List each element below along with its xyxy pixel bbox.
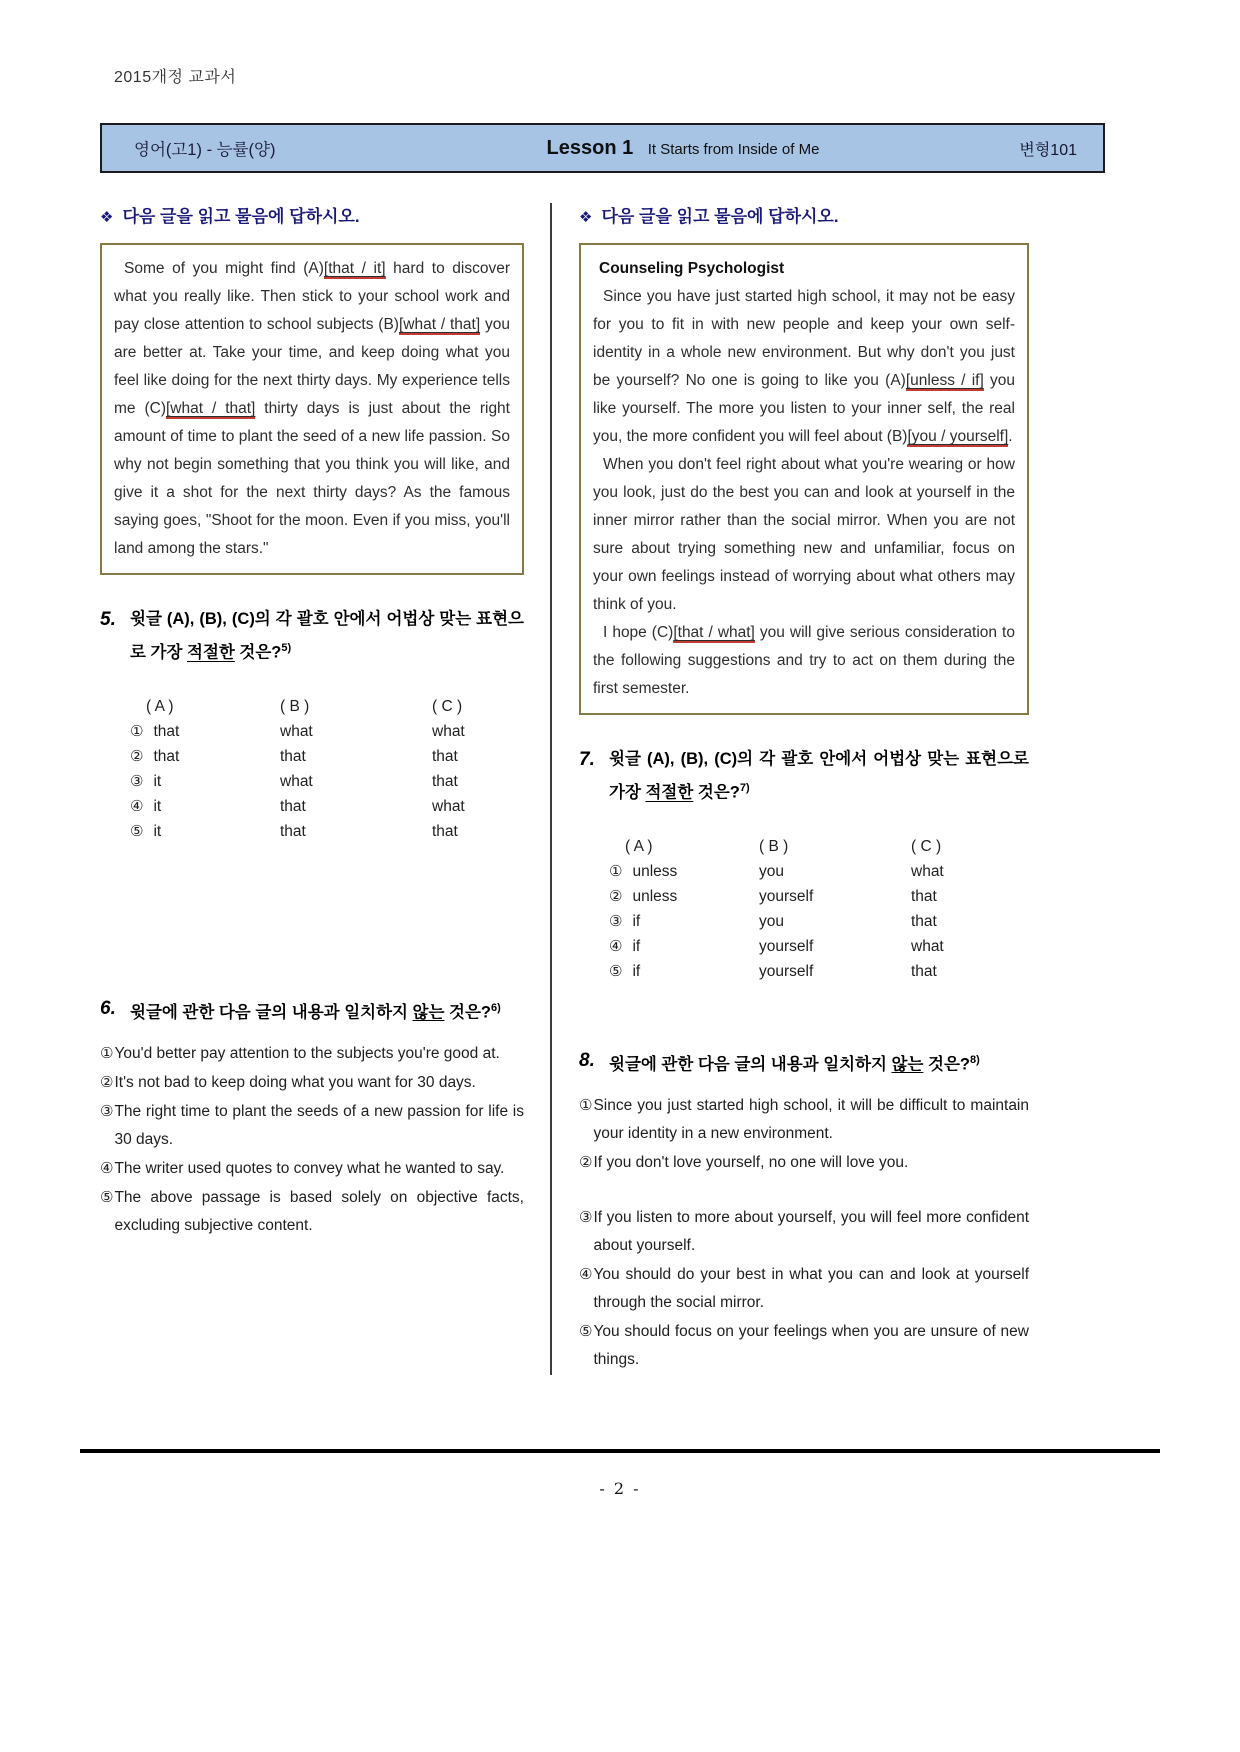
option-number: ⑤ xyxy=(130,822,144,840)
option-number: ③ xyxy=(579,1209,593,1226)
option-text: It's not bad to keep doing what you want for 30 days. xyxy=(114,1074,476,1091)
table-cell: that xyxy=(911,962,937,980)
table-cell: that xyxy=(432,822,458,840)
table-cell: ④ if xyxy=(609,937,641,955)
diamond-icon: ❖ xyxy=(100,209,114,226)
table-cell: ③ if xyxy=(609,912,641,930)
table-row xyxy=(609,859,1029,884)
option-number: ⑤ xyxy=(100,1189,114,1206)
question-6-number: 6. xyxy=(100,997,116,1019)
question-5-stem xyxy=(130,605,524,668)
question-7-number: 7. xyxy=(579,749,595,770)
table-cell: what xyxy=(911,862,944,880)
grammar-choice: [that / it] xyxy=(323,260,386,277)
instruction-left xyxy=(100,203,524,232)
answer-option xyxy=(100,1098,524,1154)
option-number: ② xyxy=(579,1154,593,1171)
text-segment: 것은? xyxy=(234,643,282,662)
table-cell: ⑤ it xyxy=(130,822,162,840)
answer-option xyxy=(579,1092,1029,1148)
diamond-icon: ❖ xyxy=(579,209,593,226)
table-cell: that xyxy=(432,747,458,765)
option-text: If you don't love yourself, no one will love you. xyxy=(593,1154,909,1171)
right-column xyxy=(552,203,1029,1375)
subject-label: 영어(고1) - 능률(양) xyxy=(134,141,276,159)
lesson-heading xyxy=(429,137,937,160)
table-cell: that xyxy=(911,887,937,905)
question-6-stem xyxy=(130,994,524,1028)
option-text: The writer used quotes to convey what he wanted to say. xyxy=(114,1160,505,1177)
footnote-marker: 6) xyxy=(490,1001,501,1014)
content-columns xyxy=(100,203,1105,1375)
table-row xyxy=(609,934,1029,959)
text-segment: Since you have just started high school, it may not be easy for you to fit in with new people and keep your own self-identity in a whole new environment. But why don't you just be yourself? No one is going to like you (A) xyxy=(593,288,1015,389)
table-cell: that xyxy=(280,797,306,815)
footer-divider xyxy=(80,1449,1160,1453)
option-text: If you listen to more about yourself, you will feel more confident about yourself. xyxy=(593,1209,1029,1254)
table-cell: that xyxy=(280,747,306,765)
passage-box-left xyxy=(100,243,524,575)
table-cell: that xyxy=(432,772,458,790)
underlined-word: 않는 xyxy=(412,1003,445,1021)
question-7-stem xyxy=(609,745,1029,808)
option-number: ⑤ xyxy=(609,962,623,980)
option-number: ② xyxy=(609,887,623,905)
grammar-choice: [what / that] xyxy=(165,400,256,417)
table-cell: ① that xyxy=(130,722,180,740)
table-cell: yourself xyxy=(759,962,814,980)
table-row xyxy=(130,744,524,769)
edition-label: 2015개정 교과서 xyxy=(114,69,237,86)
question-5-answer-table xyxy=(130,694,524,844)
answer-option xyxy=(579,1261,1029,1317)
table-header-cell: ( C ) xyxy=(432,697,463,715)
table-cell: ⑤ if xyxy=(609,962,641,980)
grammar-choice: [you / yourself] xyxy=(907,428,1009,445)
table-cell: ③ it xyxy=(130,772,162,790)
table-cell: that xyxy=(280,822,306,840)
text-segment: 윗글에 관한 다음 글의 내용과 일치하지 xyxy=(609,1055,892,1073)
grammar-choice: [unless / if] xyxy=(905,372,984,389)
underlined-word: 않는 xyxy=(891,1055,924,1073)
passage-box-right xyxy=(579,243,1029,715)
option-number: ④ xyxy=(609,937,623,955)
table-cell: yourself xyxy=(759,887,814,905)
option-number: ② xyxy=(130,747,144,765)
table-row xyxy=(609,909,1029,934)
option-text: The right time to plant the seeds of a new passion for life is 30 days. xyxy=(114,1103,524,1148)
table-row xyxy=(130,769,524,794)
option-text: Since you just started high school, it will be difficult to maintain your identity in a new environment. xyxy=(593,1097,1029,1142)
lesson-number: Lesson 1 xyxy=(546,136,634,159)
text-segment: 윗글 (A), (B), (C)의 각 괄호 안에서 어법상 맞는 표현으로 가장 xyxy=(130,610,524,662)
text-segment: . xyxy=(1008,428,1013,445)
table-row xyxy=(609,959,1029,984)
answer-option xyxy=(579,1149,1029,1177)
text-segment: Some of you might find (A) xyxy=(124,260,324,277)
text-segment: 것은? xyxy=(923,1055,970,1073)
text-segment: 윗글 (A), (B), (C)의 각 괄호 안에서 어법상 맞는 표현으로 가장 xyxy=(609,750,1029,802)
instruction-text: 다음 글을 읽고 물음에 답하시오. xyxy=(122,207,360,226)
table-header-row xyxy=(609,834,1029,859)
table-cell: yourself xyxy=(759,937,814,955)
table-row xyxy=(130,794,524,819)
option-number: ③ xyxy=(130,772,144,790)
answer-option xyxy=(579,1204,1029,1260)
table-cell: ② unless xyxy=(609,887,678,905)
option-number: ④ xyxy=(579,1266,593,1283)
option-number: ③ xyxy=(609,912,623,930)
table-cell: what xyxy=(432,797,465,815)
table-cell: you xyxy=(759,862,784,880)
grammar-choice: [that / what] xyxy=(673,624,755,641)
grammar-choice: [what / that] xyxy=(398,316,481,333)
table-cell: ② that xyxy=(130,747,180,765)
instruction-right xyxy=(579,203,1029,232)
table-header-cell: ( C ) xyxy=(911,837,942,855)
table-cell: ④ it xyxy=(130,797,162,815)
text-segment: When you don't feel right about what you're wearing or how you look, just do the best you can and look at yourself in the inner mirror rather than the social mirror. When you are not sure about trying something new and unfamiliar, focus on your own feelings instead of worrying about what others may think of you. xyxy=(593,456,1015,613)
option-number: ④ xyxy=(100,1160,114,1177)
answer-option xyxy=(100,1184,524,1240)
question-5 xyxy=(100,605,524,668)
option-number: ④ xyxy=(130,797,144,815)
text-segment: you like yourself. The more you listen to your inner self, the real you, the more confident you will feel about (B) xyxy=(593,372,1015,445)
text-segment: hard to discover what you really like. Then stick to your school work and pay close attention to school subjects (B) xyxy=(114,260,511,333)
answer-option xyxy=(100,1040,524,1068)
table-row xyxy=(130,819,524,844)
variant-label: 변형101 xyxy=(1019,141,1077,159)
passage-paragraph xyxy=(593,451,1015,619)
table-row xyxy=(130,719,524,744)
passage-paragraph xyxy=(593,619,1015,703)
table-cell: ① unless xyxy=(609,862,678,880)
option-number: ① xyxy=(579,1097,593,1114)
left-column xyxy=(100,203,552,1375)
option-text: You'd better pay attention to the subjects you're good at. xyxy=(114,1045,500,1062)
option-number: ① xyxy=(130,722,144,740)
question-5-number: 5. xyxy=(100,609,116,630)
text-segment: 윗글에 관한 다음 글의 내용과 일치하지 xyxy=(130,1003,413,1021)
question-7 xyxy=(579,745,1029,808)
text-segment: you are better at. Take your time, and keep doing what you feel like doing for the next thirty days. My experience tells me (C) xyxy=(114,316,510,417)
text-segment: 것은? xyxy=(444,1003,491,1021)
question-7-answer-table xyxy=(609,834,1029,984)
option-text: You should do your best in what you can and look at yourself through the social mirror. xyxy=(593,1266,1029,1311)
option-number: ① xyxy=(609,862,623,880)
option-number: ② xyxy=(100,1074,114,1091)
option-number: ① xyxy=(100,1045,114,1062)
text-segment: thirty days is just about the right amount of time to plant the seed of a new life passion. So why not begin something that you think you will like, and give it a shot for the next thirty days? As the famous saying goes, "Shoot for the moon. Even if you miss, you'll land among the stars." xyxy=(114,400,510,557)
table-header-cell: ( A ) xyxy=(146,697,174,715)
question-6-options xyxy=(100,1040,524,1240)
answer-option xyxy=(100,1069,524,1097)
question-8 xyxy=(579,1046,1029,1080)
header-bar xyxy=(100,123,1105,173)
option-number: ⑤ xyxy=(579,1323,593,1340)
text-segment: 것은? xyxy=(693,783,740,802)
page-number: - 2 - xyxy=(599,1479,641,1498)
text-segment: you will give serious consideration to the following suggestions and try to act on them during the first semester. xyxy=(593,624,1015,697)
table-cell: what xyxy=(280,772,313,790)
passage-paragraph xyxy=(114,255,510,563)
passage-paragraph xyxy=(593,283,1015,451)
question-8-number: 8. xyxy=(579,1049,595,1071)
table-header-cell: ( A ) xyxy=(625,837,653,855)
table-cell: what xyxy=(280,722,313,740)
passage-title: Counseling Psychologist xyxy=(599,260,785,277)
question-6 xyxy=(100,994,524,1028)
answer-option xyxy=(100,1155,524,1183)
footnote-marker: 8) xyxy=(969,1053,980,1066)
lesson-subtitle: It Starts from Inside of Me xyxy=(647,140,820,158)
footnote-marker: 7) xyxy=(739,782,750,794)
table-cell: that xyxy=(911,912,937,930)
question-8-stem xyxy=(609,1046,1029,1080)
table-cell: what xyxy=(911,937,944,955)
answer-option xyxy=(579,1318,1029,1374)
underlined-word: 적절한 xyxy=(187,643,235,662)
table-header-cell: ( B ) xyxy=(280,697,310,715)
table-header-row xyxy=(130,694,524,719)
instruction-text: 다음 글을 읽고 물음에 답하시오. xyxy=(601,207,839,226)
option-text: You should focus on your feelings when you are unsure of new things. xyxy=(593,1323,1029,1368)
option-number: ③ xyxy=(100,1103,114,1120)
footnote-marker: 5) xyxy=(281,642,292,654)
table-cell: what xyxy=(432,722,465,740)
text-segment: I hope (C) xyxy=(603,624,674,641)
question-8-options xyxy=(579,1092,1029,1374)
table-header-cell: ( B ) xyxy=(759,837,789,855)
underlined-word: 적절한 xyxy=(645,783,694,802)
table-row xyxy=(609,884,1029,909)
option-text: The above passage is based solely on objective facts, excluding subjective content. xyxy=(114,1189,524,1234)
table-cell: you xyxy=(759,912,784,930)
